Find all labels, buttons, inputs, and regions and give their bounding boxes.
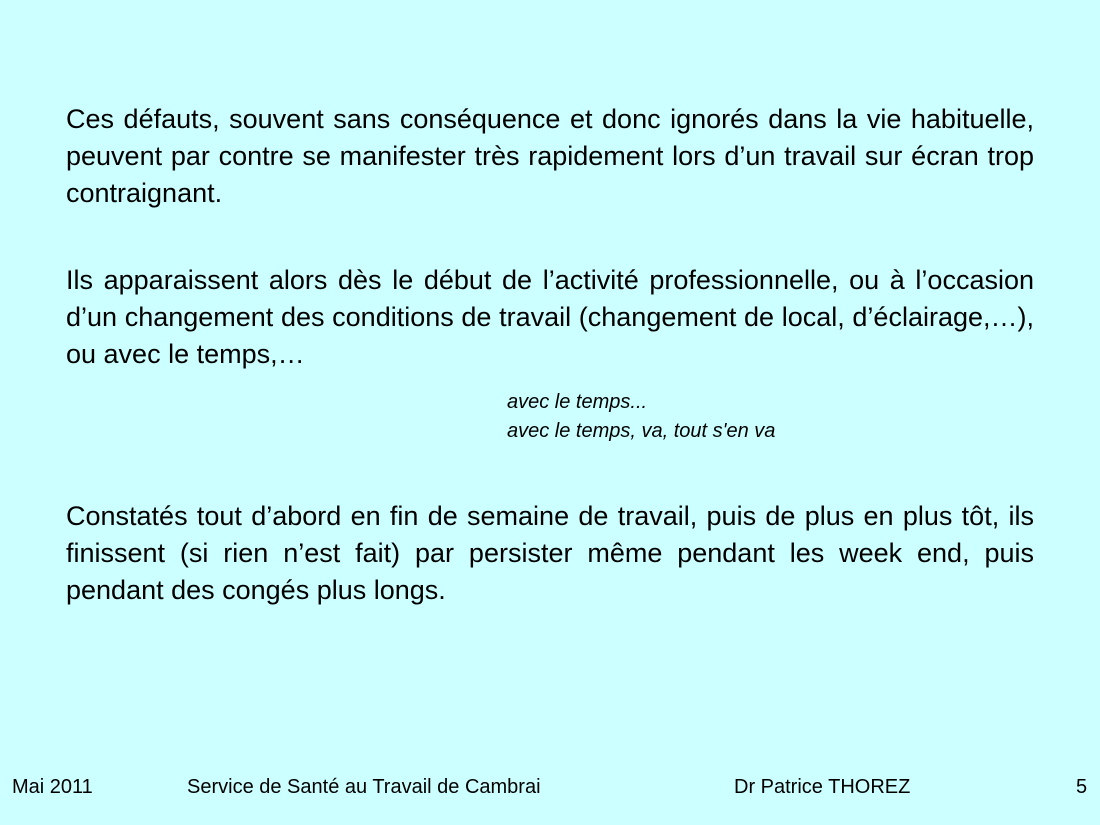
paragraph-constates: Constatés tout d’abord en fin de semaine de travail, puis de plus en plus tôt, ils finissent (si rien n’est fait) par persister même pendant les week end, puis pendant des congés plus longs. [66,501,1034,605]
footer-author: Dr Patrice THOREZ [734,776,911,798]
paragraph-defauts: Ces défauts, souvent sans conséquence et donc ignorés dans la vie habituelle, peuvent par contre se manifester très rapidement lors d’un travail sur écran trop contraignant. [66,104,1034,208]
footer-page-number: 5 [1076,776,1088,798]
footer-service: Service de Santé au Travail de Cambrai [187,776,541,798]
song-quote-line-1: avec le temps... [507,391,648,413]
song-quote [507,388,775,446]
paragraph-apparition: Ils apparaissent alors dès le début de l’activité professionnelle, ou à l’occasion d’un changement des conditions de travail (changement de local, d’éclairage,…), ou avec le temps,… [66,265,1034,369]
footer-date: Mai 2011 [12,776,93,798]
song-quote-line-2: avec le temps, va, tout s'en va [507,420,776,442]
